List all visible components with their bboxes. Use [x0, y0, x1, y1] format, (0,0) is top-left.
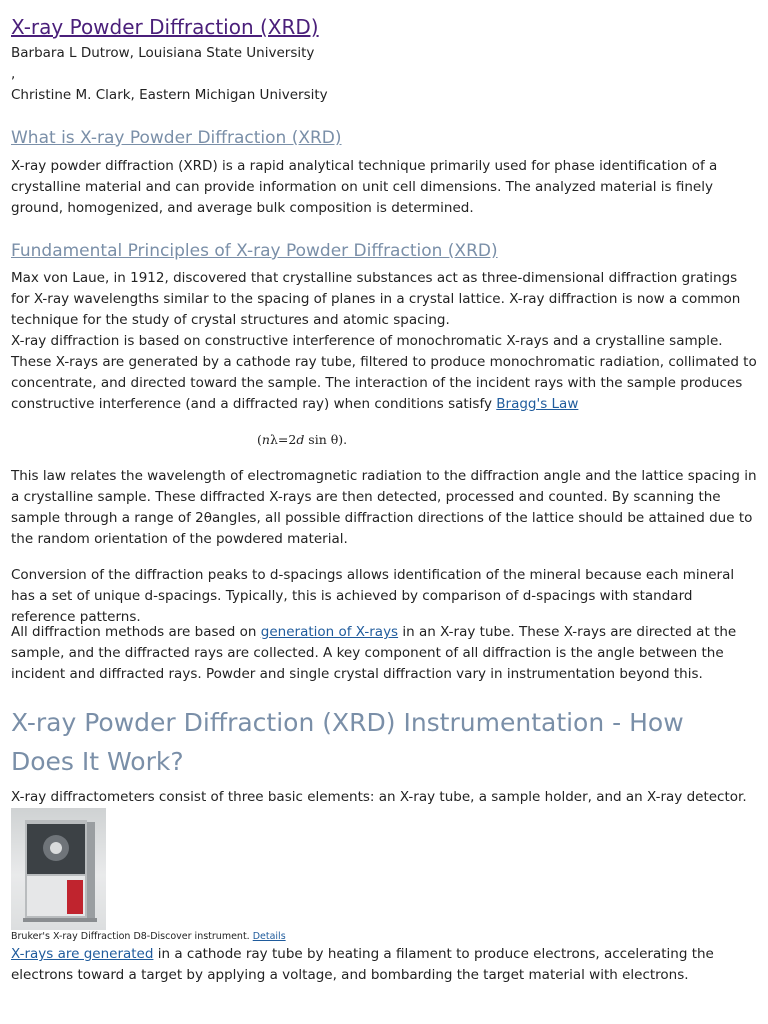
formula-n: n: [261, 432, 270, 447]
paragraph-diffractometer-elements: X-ray diffractometers consist of three basic elements: an X-ray tube, a sample holder, and an X-ray detector.: [11, 789, 747, 805]
author-separator: ,: [11, 66, 16, 82]
author-line-2: Christine M. Clark, Eastern Michigan University: [11, 87, 328, 103]
braggs-law-link[interactable]: Bragg's Law: [496, 396, 579, 412]
image-caption-text: Bruker's X-ray Diffraction D8-Discover instrument.: [11, 931, 253, 942]
paragraph-constructive-interference: [11, 331, 759, 415]
paragraph-xrays-generated-after: in a cathode ray tube by heating a filament to produce electrons, accelerating the electrons toward a target by applying a voltage, and bombarding the target material with electrons.: [11, 946, 714, 983]
generation-of-xrays-link[interactable]: generation of X-rays: [260, 624, 399, 640]
instrument-illustration: [11, 808, 106, 930]
cabinet-side: [87, 822, 95, 920]
paragraph-diffraction-methods-after: in an X-ray tube. These X-rays are directed at the sample, and the diffracted rays are collected. A key component of all diffraction is the angle between the incident and diffracted rays. Powder and single crystal diffraction vary in instrumentation beyond this.: [11, 624, 737, 682]
red-side-panel: [67, 880, 83, 914]
paragraph-diffraction-methods-before: All diffraction methods are based on: [11, 624, 261, 640]
paragraph-d-spacings: Conversion of the diffraction peaks to d-spacings allows identification of the mineral because each mineral has a set of unique d-spacings. Typically, this is achieved by comparison of d-spacings with standard reference patterns.: [11, 567, 735, 625]
page-title[interactable]: X-ray Powder Diffraction (XRD): [11, 15, 319, 39]
heading-instrumentation: X-ray Powder Diffraction (XRD) Instrumentation - How Does It Work?: [11, 708, 684, 776]
heading-fundamental-principles[interactable]: Fundamental Principles of X-ray Powder Diffraction (XRD): [11, 241, 498, 261]
formula-lambda: λ=2: [269, 432, 297, 447]
bragg-formula: [257, 430, 347, 450]
heading-what-is-xrd[interactable]: What is X-ray Powder Diffraction (XRD): [11, 128, 342, 148]
d8-discover-instrument-image[interactable]: [11, 808, 106, 930]
formula-rest: sin θ).: [304, 432, 348, 447]
paragraph-law-relates: This law relates the wavelength of electromagnetic radiation to the diffraction angle and the lattice spacing in a crystalline sample. These diffracted X-rays are then detected, processed and counted. By scanning the sample through a range of 2θangles, all possible diffraction directions of the lattice should be attained due to the random orientation of the powdered material.: [11, 468, 757, 547]
xrays-are-generated-link[interactable]: X-rays are generated: [11, 946, 154, 962]
paragraph-constructive-interference-text: X-ray diffraction is based on constructive interference of monochromatic X-rays and a crystalline sample. These X-rays are generated by a cathode ray tube, filtered to produce monochromatic radiation, collimated to concentrate, and directed toward the sample. The interaction of the incident rays with the sample produces constructive interference (and a diffracted ray) when conditions satisfy: [11, 333, 757, 412]
details-link[interactable]: Details: [252, 931, 286, 942]
goniometer-center: [50, 842, 62, 854]
cabinet-base: [23, 918, 97, 922]
paragraph-von-laue: Max von Laue, in 1912, discovered that crystalline substances act as three-dimensional diffraction gratings for X-ray wavelengths similar to the spacing of planes in a crystal lattice. X-ray diffraction is now a common technique for the study of crystal structures and atomic spacing.: [11, 270, 741, 328]
paragraph-diffraction-methods: [11, 622, 759, 685]
paragraph-xrays-generated: [11, 944, 759, 986]
paragraph-what-is-xrd: X-ray powder diffraction (XRD) is a rapid analytical technique primarily used for phase identification of a crystalline material and can provide information on unit cell dimensions. The analyzed material is finely ground, homogenized, and average bulk composition is determined.: [11, 158, 718, 216]
author-line-1: Barbara L Dutrow, Louisiana State University: [11, 45, 315, 61]
formula-open: (: [257, 432, 262, 447]
formula-d: d: [296, 432, 305, 447]
image-caption: [11, 930, 286, 944]
